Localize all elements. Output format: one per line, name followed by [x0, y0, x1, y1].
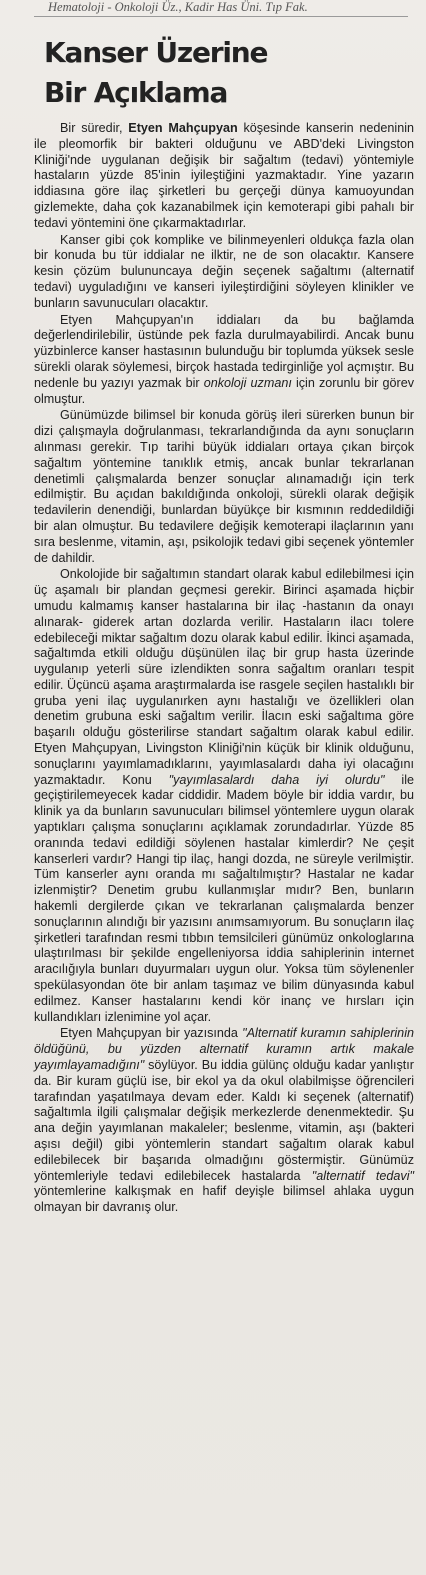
- paragraph-1-text: köşesinde kanserin nedeninin ile pleomorfik bir bakteri olduğunu ve ABD'deki Livingston Kliniği'nde uygulanan değişik bir sağaltım (tedavi) yöntemiyle hastaların yüzde 85'inin iyileştiğini yazmaktadır. Yine yazarın iddiasına göre ilaç şirketleri bu gerçeği dünya kamuoyundan gizlemekte, daha çok kazanabilmek için kemoterapi gibi pahalı bir tedavi yöntemini öne çıkarmaktadırlar.: [34, 121, 414, 230]
- paragraph-5-tail: ile geçiştirilemeyecek kadar ciddidir. Madem böyle bir iddia vardır, bu klinik ya da bunların savunucuları bilimsel yöntemlere uygun olarak yaptıkları çalışma sonuçlarını açıklamak zorundadırlar. Yüzde 85 oranında tedavi edildiği söylenen hastalar kimlerdir? Ne çeşit kanserleri vardır? Hangi tip ilaç, hangi dozda, ne süreyle verilmiştir. Tüm kanserler aynı oranda mı sağaltılmıştır? Hastalar ne kadar izlenmiştir? Denetim grubu kullanmışlar mıdır? Ben, bunların hakemli dergilerde çıkan ve tekrarlanan çalışmalarda benzer sonuçlarının alındığı bir yazısını anımsamıyorum. Bu sonuçların ilaç şirketleri tarafından resmi tıbbın temsilcileri günümüz onkologlarına ulaştırılması bir şekilde engelleniyorsa iddia sahiplerinin internet aracılığıyla bunları duyurmaları uygun olur. Yoksa tüm söylenenler spekülasyondan öte bir anlam taşımaz ve bilim dünyasında kabul edilmez. Kanser hastalarını kendi kör inanç ve hırsları için kullandıkları izlenimine yol açar.: [34, 772, 414, 1024]
- paragraph-1-lead: Bir süredir,: [60, 121, 129, 135]
- article-headline: [34, 33, 414, 113]
- paragraph-3-tail: için zorunlu bir görev olmuştur.: [34, 375, 414, 406]
- headline-line-1: Kanser Üzerine: [44, 36, 268, 69]
- paragraph-6-lead: Etyen Mahçupyan bir yazısında: [60, 1026, 243, 1041]
- paragraph-1: [34, 121, 414, 232]
- paragraph-6-tail: yöntemlerine kalkışmak en hafif deyişle bilimsel ahlaka uygun olmayan bir davranış olur.: [34, 1184, 414, 1215]
- paragraph-6-quote: "Alternatif kuramın sahiplerinin öldüğünü, bu yüzden alternatif kuramın artık makale yayımlayamadığını": [34, 1026, 414, 1073]
- paragraph-5-quote: "yayımlasalardı daha iyi olurdu": [168, 772, 385, 787]
- paragraph-2: Kanser gibi çok komplike ve bilinmeyenleri oldukça fazla olan bir konuda bu tür iddialar ne ilktir, ne de son olacaktır. Kansere kesin çözüm bulununcaya değin seçenek sağaltımı (alternatif tedavi) uyguladığını ve kanseri iyileştirdiğini söyleyen klinikler ve bunların savunucuları olacaktır.: [34, 232, 414, 310]
- paragraph-6-quote-2: "alternatif tedavi": [311, 1168, 414, 1183]
- paragraph-6: [34, 1026, 414, 1216]
- paragraph-6-middle: söylüyor. Bu iddia gülünç olduğu kadar yanlıştır da. Bir kuram güçlü ise, bir ekol ya da okul olabilmişse öğrencileri tarafından yaşatılmaya devam eder. Kaldı ki seçenek (alternatif) sağaltımla ilgili çalışmalar değişik merkezlerde denenmektedir. Şu ana değin yayımlanan makaleler; beslenme, vitamin, aşı (bakteri aşısı değil) gibi yöntemlerin standart sağaltım olarak kabul edilebilecek bir başarıda olmadığını göstermiştir. Günümüz yöntemleriyle tedavi edilebilecek hastalarda: [34, 1058, 414, 1183]
- paragraph-3-emphasis: onkoloji uzmanı: [203, 375, 292, 390]
- paragraph-5: [34, 567, 414, 1025]
- author-name: Etyen Mahçupyan: [128, 121, 238, 135]
- source-header: Hematoloji - Onkoloji Üz., Kadir Has Üni. Tıp Fak.: [34, 0, 408, 17]
- paragraph-5-lead: Onkolojide bir sağaltımın standart olarak kabul edilebilmesi için üç aşamalı bir plandan geçmesi gerekir. Birinci aşamada hiçbir umudu kalmamış kanser hastalarına bir ilaç -hastanın da onayı alınarak- giderek artan dozlarda verilir. Hastaların ilacı tolere edebileceği miktar sağaltım dozu olarak kabul edilir. İkinci aşamada, sağaltımda etkili olduğu düşünülen ilaç bir grup hasta üzerinde uygulanıp yeterli süre izlendikten sonra sağaltım oranları tespit edilir. Üçüncü aşama araştırmalarda ise rasgele seçilen hastalıklı bir gruba yeni ilaç uygulanırken aynı hastalığı ve özellikleri olan denetim grubuna eski sağaltım verilir. İlacın eski sağaltıma göre başarılı olduğu gösterilirse standart sağaltım olarak kabul edilir. Etyen Mahçupyan, Livingston Kliniği'nin küçük bir klinik olduğunu, sonuçlarını yayımlamadıklarını, yayımlasalardı daha iyi olacağını yazmaktadır. Konu: [34, 567, 414, 787]
- headline-line-2: Bir Açıklama: [44, 76, 228, 109]
- paragraph-3: [34, 313, 414, 408]
- paragraph-4: Günümüzde bilimsel bir konuda görüş ileri sürerken bunun bir dizi çalışmayla doğrulanması, tekrarlandığında da aynı sonuçların alınması gerekir. Tıp tarihi büyük iddiaları ortaya çıkan birçok sağaltım yöntemine tanıklık etmiş, ancak bunlar tekrarlanan denetimli çalışmalarda benzer sonuçlar alınamadığı için terk edilmiştir. Bu açıdan bakıldığında onkoloji, sürekli olarak değişik tedavilerin denendiği, bunlardan büyükçe bir kısmının reddedildiği bir alan olmuştur. Bu tedavilere değişik kemoterapi ilaçlarının yanı sıra beslenme, vitamin, aşı, psikolojik tedavi gibi seçenek yöntemler de dahildir.: [34, 408, 414, 565]
- paragraph-3-lead: Etyen Mahçupyan'ın iddiaları da bu bağlamda değerlendirilebilir, üstünde pek fazla durulmayabilirdi. Ancak bunu yüzbinlerce kanser hastasının bulunduğu bir toplumda yüksek sesle sürekli olarak söylemesi, birçok hastada tedirginliğe yol açmıştır. Bu nedenle bu yazıyı yazmak bir: [34, 312, 414, 390]
- article-body: [34, 121, 414, 1216]
